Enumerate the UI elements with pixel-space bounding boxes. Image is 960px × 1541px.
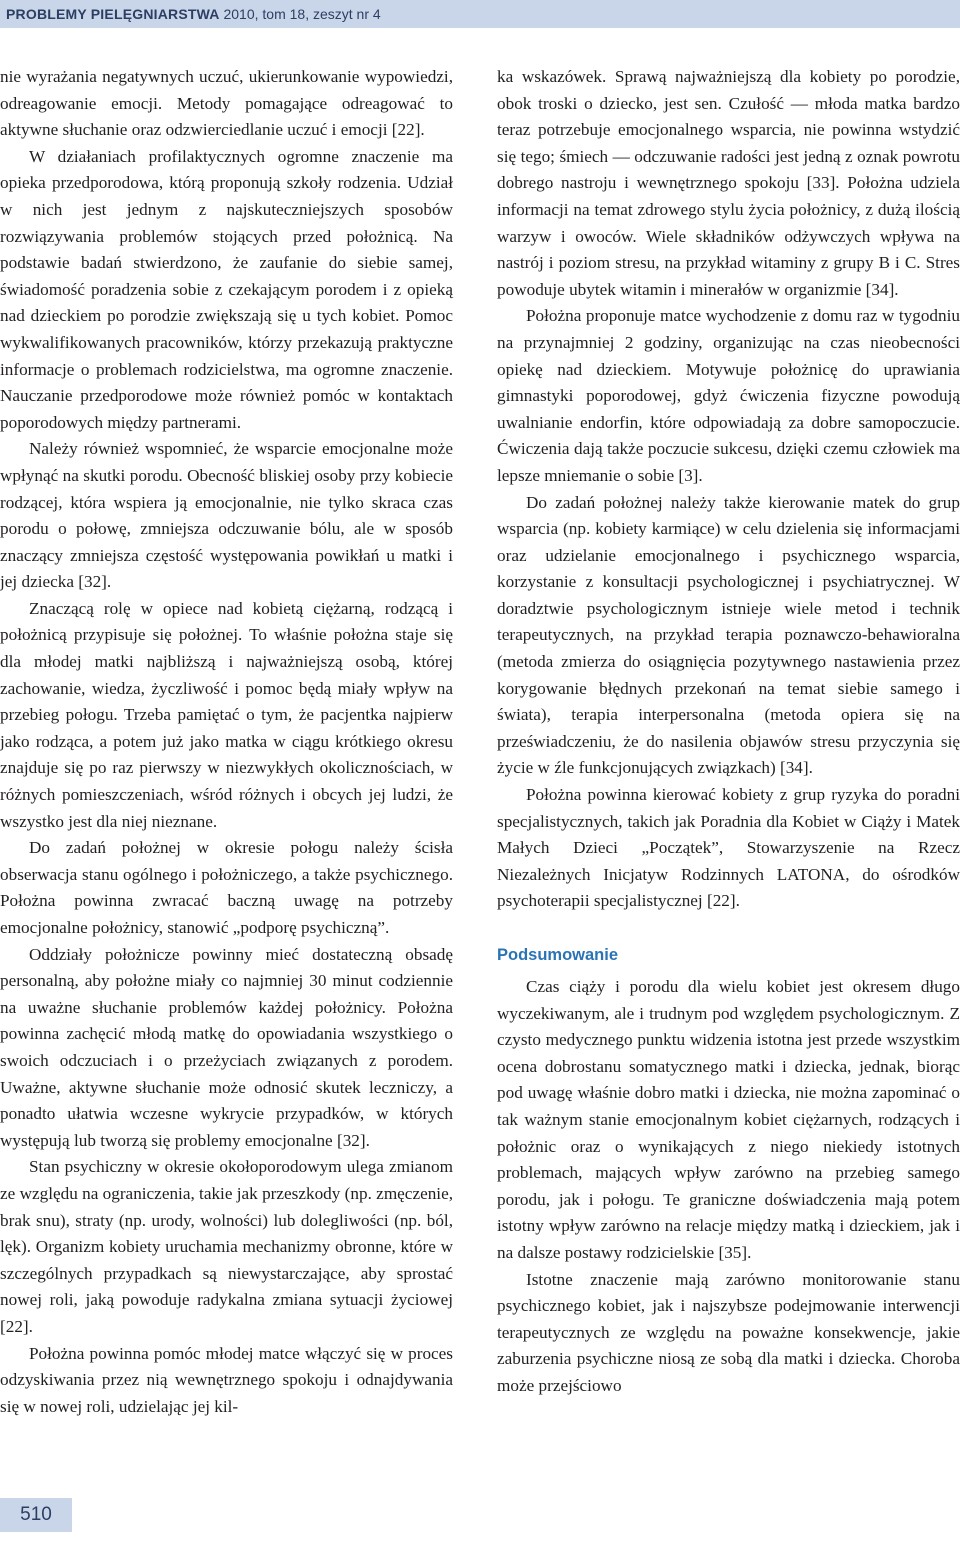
paragraph: Należy również wspomnieć, że wsparcie emocjonalne może wpłynąć na skutki porodu. Obecność bliskiej osoby przy kobiecie rodzącej, która wspiera ją emocjonalnie, nie tylko skraca czas porodu o połowę, zmniejsza odczuwanie bólu, ale w sposób znaczący zmniejsza częstość występowania powikłań u matki i jej dziecka [32]. [0, 439, 453, 592]
paragraph: Położna powinna kierować kobiety z grup ryzyka do poradni specjalistycznych, takich jak Poradnia dla Kobiet w Ciąży i Matek Małych Dzieci „Początek”, Stowarzyszenie na Rzecz Niezależnych Inicjatyw Rodzinnych LATONA, do ośrodków psychoterapii specjalistycznej [22]. [497, 785, 960, 911]
journal-title: PROBLEMY PIELĘGNIARSTWA [6, 6, 220, 22]
paragraph: W działaniach profilaktycznych ogromne znaczenie ma opieka przedporodowa, którą proponują szkoły rodzenia. Udział w nich jest jednym z najskuteczniejszych sposobów rozwiązywania problemów stojących przed położnicą. Na podstawie badań stwierdzono, że zaufanie do siebie samej, świadomość poradzenia sobie z czekającym porodem i z opieką nad dzieckiem po porodzie zwiększają się u tych kobiet. Pomoc wykwalifikowanych pracowników, którzy przekazują praktyczne informacje o problemach rodzicielstwa, ma ogromne znaczenie. Nauczanie przedporodowe może również pomóc w kontaktach poporodowych między partnerami. [0, 146, 453, 432]
paragraph: Znaczącą rolę w opiece nad kobietą ciężarną, rodzącą i położnicą przypisuje się położnej. To właśnie położna staje się dla młodej matki najbliższą i najważniejszą osobą, której zachowanie, wiedza, życzliwość i pomoc będą miały wpływ na przebieg połogu. Trzeba pamiętać o tym, że pacjentka najpierw jako rodząca, a potem już jako matka w ciągu krótkiego okresu znajduje się po raz pierwszy w niezwykłych okolicznościach, w różnych pomieszczeniach, wśród różnych i obcych jej ludzi, że wszystko jest dla niej nieznane. [0, 598, 453, 831]
paragraph: Położna proponuje matce wychodzenie z domu raz w tygodniu na przynajmniej 2 godziny, organizując na czas nieobecności opiekę nad dzieckiem. Motywuje położnicę do uprawiania gimnastyki poporodowej, gdyż ćwiczenia fizyczne powodują uwalnianie endorfin, które odpowiadają za dobre samopoczucie. Ćwiczenia dają także poczucie sukcesu, dzięki czemu człowiek ma lepsze mniemanie o sobie [3]. [497, 306, 960, 485]
paragraph: Oddziały położnicze powinny mieć dostateczną obsadę personalną, aby położne miały co najmniej 30 minut codziennie na uważne słuchanie problemów każdej położnicy. Położna powinna zachęcić młodą matkę do opowiadania wszystkiego o swoich odczuciach i o przeżyciach związanych z porodem. Uważne, aktywne słuchanie może odnosić skutek leczniczy, a ponadto ułatwia wczesne wykrycie przypadków, w których występują lub tworzą się problemy emocjonalne [32]. [0, 944, 453, 1150]
section-heading: Podsumowanie [497, 946, 619, 964]
paragraph: Czas ciąży i porodu dla wielu kobiet jest okresem długo wyczekiwanym, ale i trudnym pod względem psychologicznym. Z czysto medycznego punktu widzenia istotna jest przede wszystkim ocena dobrostanu somatycznego matki i dziecka, jednak, biorąc pod uwagę właśnie dobro matki i dziecka, nie można zapominać o tak ważnym stanie emocjonalnym kobiet ciężarnych, rodzących i położnic oraz o wynikających z niego niekiedy istotnych problemach, mających wpływ zarówno na przebieg samego porodu, jak i połogu. Te graniczne doświadczenia mają potem istotny wpływ zarówno na relacje między matką i dzieckiem, jak i na dalsze postawy rodzicielskie [35]. [497, 977, 960, 1262]
page-number: 510 [0, 1498, 72, 1532]
paragraph: ka wskazówek. Sprawą najważniejszą dla kobiety po porodzie, obok troski o dziecko, jest sen. Czułość — młoda matka bardzo teraz potrzebuje emocjonalnego wsparcia, nie powinna wstydzić się tego; śmiech — odczuwanie radości jest jedną z oznak powrotu dobrego nastroju i wewnętrznego spokoju [33]. Położna udziela informacji na temat zdrowego stylu życia położnicy, z dużą ilością warzyw i owoców. Wiele składników odżywczych wpływa na nastrój i poziom stresu, na przykład witaminy z grupy B i C. Stres powoduje ubytek witamin i minerałów w organizmie [34]. [497, 67, 960, 299]
paragraph: Położna powinna pomóc młodej matce włączyć się w proces odzyskiwania przez nią wewnętrznego spokoju i odnajdywania się w nowej roli, udzielając jej kil- [0, 1343, 453, 1416]
right-column [497, 64, 960, 1400]
paragraph: Istotne znaczenie mają zarówno monitorowanie stanu psychicznego kobiet, jak i najszybsze podejmowanie interwencji terapeutycznych ze względu na poważne konsekwencje, jakie zaburzenia psychiczne niosą ze sobą dla matki i dziecka. Choroba może przejściowo [497, 1269, 960, 1395]
paragraph: Do zadań położnej w okresie połogu należy ścisła obserwacja stanu ogólnego i położniczego, a także psychicznego. Położna powinna zwracać baczną uwagę na potrzeby emocjonalne położnicy, stanowić „podporę psychiczną”. [0, 838, 453, 937]
paragraph: Do zadań położnej należy także kierowanie matek do grup wsparcia (np. kobiety karmiące) w celu dzielenia się informacjami oraz udzielanie emocjonalnego i psychicznego wsparcia, korzystanie z konsultacji psychologicznej i psychiatrycznej. W doradztwie psychologicznym istnieje wiele metod i technik terapeutycznych, na przykład terapia poznawczo-behawioralna (metoda zmierza do osiągnięcia pozytywnego nastawienia przez korygowanie błędnych przekonań na temat siebie samego i świata), terapia interpersonalna (metoda opiera się na przeświadczeniu, że do nasilenia objawów stresu przyczynia się życie w źle funkcjonujących związkach) [34]. [497, 492, 960, 778]
paragraph: nie wyrażania negatywnych uczuć, ukierunkowanie wypowiedzi, odreagowanie emocji. Metody pomagające odreagować to aktywne słuchanie oraz odzwierciedlanie uczuć i emocji [22]. [0, 67, 453, 140]
paragraph: Stan psychiczny w okresie okołoporodowym ulega zmianom ze względu na ograniczenia, takie jak przeszkody (np. zmęczenie, brak snu), straty (np. urody, wolności) lub dolegliwości (np. ból, lęk). Organizm kobiety uruchamia mechanizmy obronne, które w szczególnych przypadkach są niewystarczające, aby sprostać nowej roli, jaką powoduje radykalna zmiana sytuacji życiowej [22]. [0, 1157, 453, 1336]
left-column [0, 64, 453, 1420]
running-header [0, 0, 960, 28]
issue-info: 2010, tom 18, zeszyt nr 4 [219, 6, 381, 22]
